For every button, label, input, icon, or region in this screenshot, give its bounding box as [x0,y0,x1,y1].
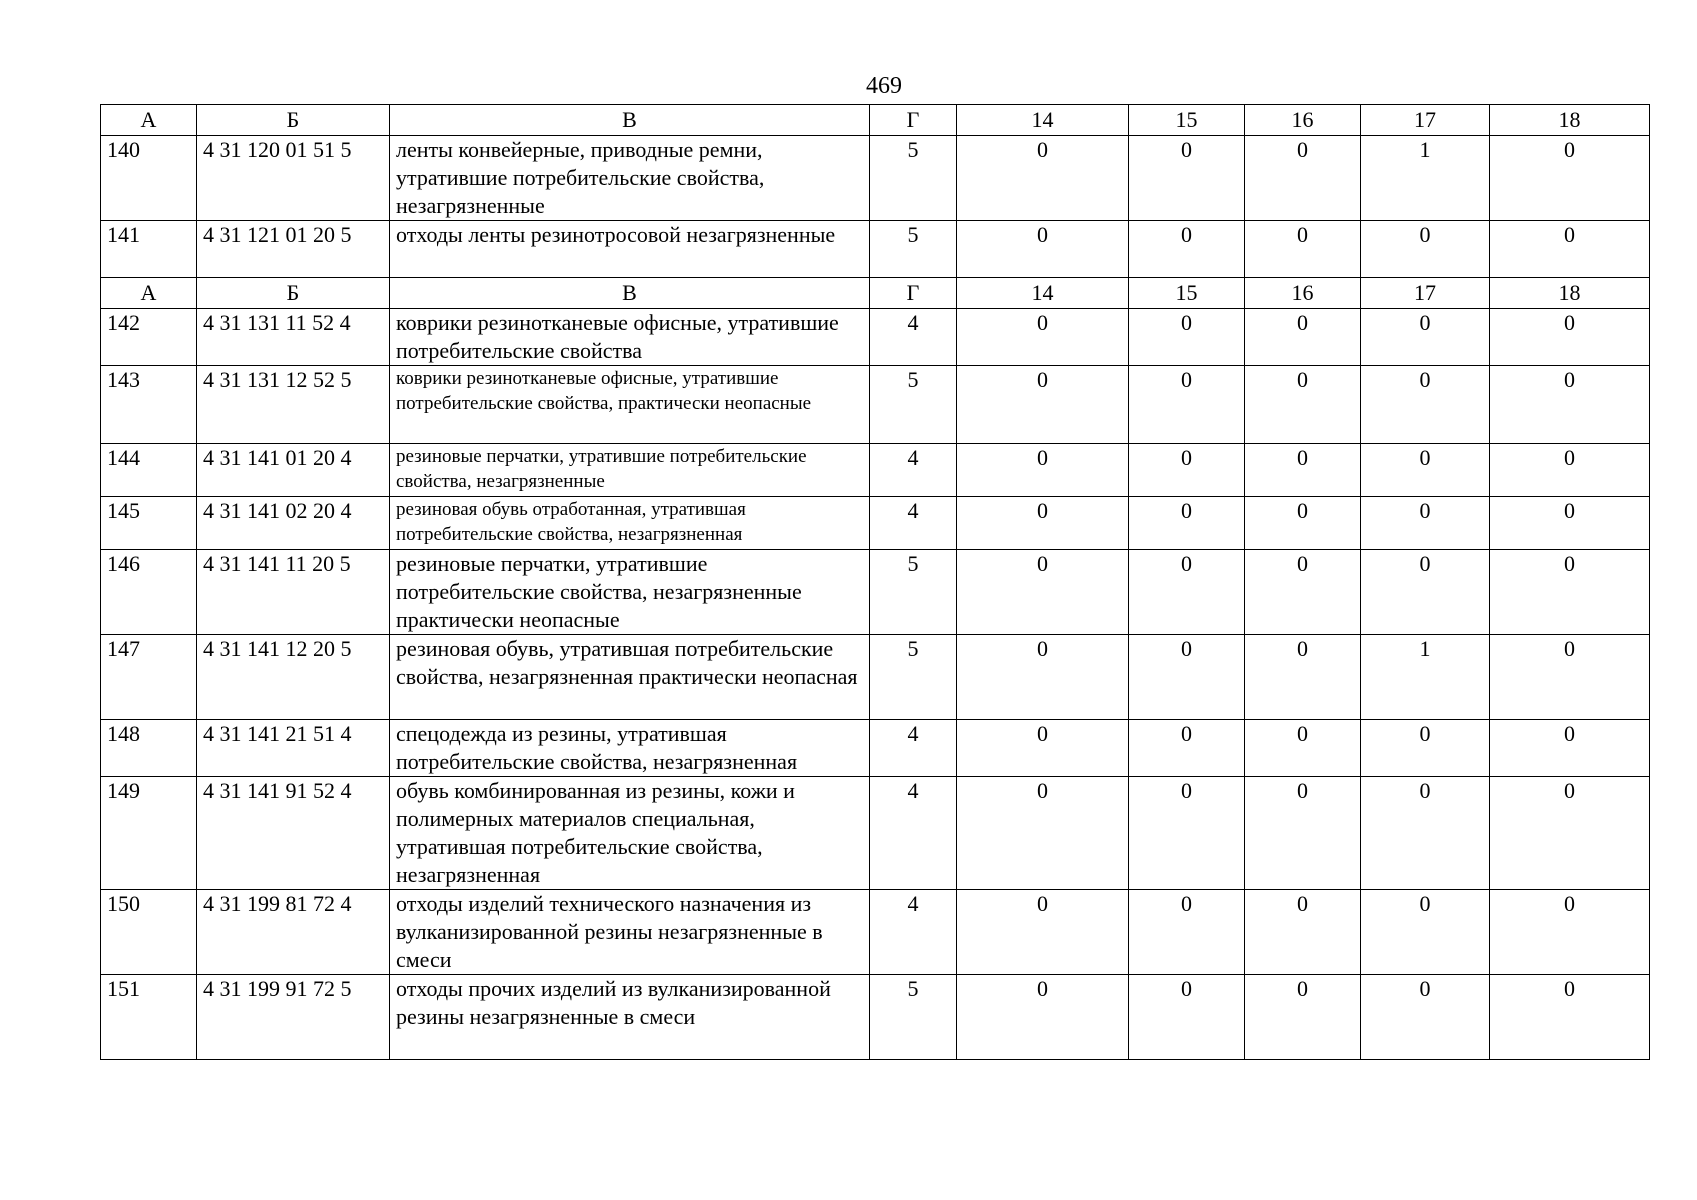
col-17: 0 [1361,975,1490,1060]
column-header: В [390,278,870,309]
column-header: 16 [1245,278,1361,309]
col-16: 0 [1245,550,1361,635]
waste-name: обувь комбинированная из резины, кожи и полимерных материалов специальная, утратившая потребительские свойства, незагрязненная [390,777,870,890]
hazard-class: 5 [870,550,957,635]
waste-name: отходы изделий технического назначения из вулканизированной резины незагрязненные в смеси [390,890,870,975]
waste-code: 4 31 141 01 20 4 [197,444,390,497]
hazard-class: 4 [870,720,957,777]
waste-code: 4 31 131 11 52 4 [197,309,390,366]
column-header: Б [197,278,390,309]
col-18: 0 [1490,635,1650,720]
hazard-class: 4 [870,309,957,366]
col-15: 0 [1129,890,1245,975]
row-number: 143 [101,366,197,444]
column-header: В [390,105,870,136]
col-17: 0 [1361,720,1490,777]
col-18: 0 [1490,550,1650,635]
col-14: 0 [957,777,1129,890]
col-17: 1 [1361,136,1490,221]
col-18: 0 [1490,309,1650,366]
col-14: 0 [957,136,1129,221]
waste-code: 4 31 131 12 52 5 [197,366,390,444]
table-row [101,777,1650,890]
column-header: Г [870,105,957,136]
row-number: 140 [101,136,197,221]
waste-name: коврики резинотканевые офисные, утратившие потребительские свойства, практически неопасные [390,366,870,444]
col-15: 0 [1129,720,1245,777]
col-16: 0 [1245,777,1361,890]
hazard-class: 4 [870,444,957,497]
column-header: 18 [1490,105,1650,136]
hazard-class: 4 [870,777,957,890]
table-row [101,635,1650,720]
col-14: 0 [957,890,1129,975]
waste-code: 4 31 141 21 51 4 [197,720,390,777]
hazard-class: 5 [870,221,957,278]
col-14: 0 [957,366,1129,444]
col-17: 0 [1361,309,1490,366]
col-16: 0 [1245,444,1361,497]
col-17: 0 [1361,221,1490,278]
table-row [101,890,1650,975]
waste-name: резиновая обувь, утратившая потребительские свойства, незагрязненная практически неопасная [390,635,870,720]
column-header: 17 [1361,105,1490,136]
table-row [101,221,1650,278]
row-number: 141 [101,221,197,278]
col-14: 0 [957,635,1129,720]
col-16: 0 [1245,366,1361,444]
col-18: 0 [1490,975,1650,1060]
column-header: А [101,278,197,309]
column-header: 17 [1361,278,1490,309]
column-header: 16 [1245,105,1361,136]
col-15: 0 [1129,635,1245,720]
waste-code: 4 31 141 02 20 4 [197,497,390,550]
column-header: 14 [957,278,1129,309]
column-header: Б [197,105,390,136]
col-15: 0 [1129,366,1245,444]
waste-code: 4 31 120 01 51 5 [197,136,390,221]
waste-name: спецодежда из резины, утратившая потребительские свойства, незагрязненная [390,720,870,777]
table-row [101,720,1650,777]
table-header-row [101,105,1650,136]
col-16: 0 [1245,975,1361,1060]
col-15: 0 [1129,444,1245,497]
table-row [101,497,1650,550]
waste-code: 4 31 121 01 20 5 [197,221,390,278]
column-header: А [101,105,197,136]
table-row [101,550,1650,635]
col-18: 0 [1490,497,1650,550]
col-14: 0 [957,221,1129,278]
col-14: 0 [957,550,1129,635]
waste-code: 4 31 199 81 72 4 [197,890,390,975]
waste-code: 4 31 199 91 72 5 [197,975,390,1060]
col-18: 0 [1490,136,1650,221]
col-18: 0 [1490,720,1650,777]
col-16: 0 [1245,635,1361,720]
col-15: 0 [1129,550,1245,635]
col-14: 0 [957,497,1129,550]
row-number: 150 [101,890,197,975]
page-number: 469 [866,73,902,99]
col-17: 0 [1361,777,1490,890]
col-18: 0 [1490,890,1650,975]
hazard-class: 5 [870,366,957,444]
row-number: 146 [101,550,197,635]
col-18: 0 [1490,221,1650,278]
row-number: 145 [101,497,197,550]
waste-code: 4 31 141 12 20 5 [197,635,390,720]
col-16: 0 [1245,497,1361,550]
hazard-class: 5 [870,635,957,720]
hazard-class: 5 [870,975,957,1060]
col-17: 0 [1361,444,1490,497]
row-number: 147 [101,635,197,720]
col-18: 0 [1490,444,1650,497]
table-row [101,309,1650,366]
col-17: 0 [1361,890,1490,975]
column-header: 18 [1490,278,1650,309]
col-15: 0 [1129,136,1245,221]
table-row [101,444,1650,497]
col-14: 0 [957,720,1129,777]
col-15: 0 [1129,975,1245,1060]
table-row [101,136,1650,221]
waste-code: 4 31 141 91 52 4 [197,777,390,890]
column-header: Г [870,278,957,309]
waste-name: коврики резинотканевые офисные, утратившие потребительские свойства [390,309,870,366]
col-18: 0 [1490,777,1650,890]
row-number: 151 [101,975,197,1060]
col-15: 0 [1129,221,1245,278]
col-18: 0 [1490,366,1650,444]
table-header-row [101,278,1650,309]
col-17: 0 [1361,366,1490,444]
column-header: 15 [1129,278,1245,309]
hazard-class: 4 [870,497,957,550]
waste-name: отходы ленты резинотросовой незагрязненные [390,221,870,278]
col-14: 0 [957,444,1129,497]
col-16: 0 [1245,890,1361,975]
waste-name: резиновые перчатки, утратившие потребительские свойства, незагрязненные [390,444,870,497]
col-15: 0 [1129,777,1245,890]
waste-code: 4 31 141 11 20 5 [197,550,390,635]
row-number: 149 [101,777,197,890]
waste-name: ленты конвейерные, приводные ремни, утратившие потребительские свойства, незагрязненные [390,136,870,221]
col-14: 0 [957,309,1129,366]
col-16: 0 [1245,136,1361,221]
column-header: 14 [957,105,1129,136]
hazard-class: 5 [870,136,957,221]
col-17: 1 [1361,635,1490,720]
col-15: 0 [1129,497,1245,550]
col-16: 0 [1245,309,1361,366]
col-17: 0 [1361,497,1490,550]
col-17: 0 [1361,550,1490,635]
col-16: 0 [1245,221,1361,278]
table-row [101,975,1650,1060]
col-15: 0 [1129,309,1245,366]
col-16: 0 [1245,720,1361,777]
col-14: 0 [957,975,1129,1060]
row-number: 144 [101,444,197,497]
hazard-class: 4 [870,890,957,975]
waste-name: отходы прочих изделий из вулканизированной резины незагрязненные в смеси [390,975,870,1060]
column-header: 15 [1129,105,1245,136]
row-number: 142 [101,309,197,366]
table-row [101,366,1650,444]
row-number: 148 [101,720,197,777]
waste-table [100,104,1650,1060]
waste-name: резиновые перчатки, утратившие потребительские свойства, незагрязненные практически неопасные [390,550,870,635]
waste-name: резиновая обувь отработанная, утратившая потребительские свойства, незагрязненная [390,497,870,550]
